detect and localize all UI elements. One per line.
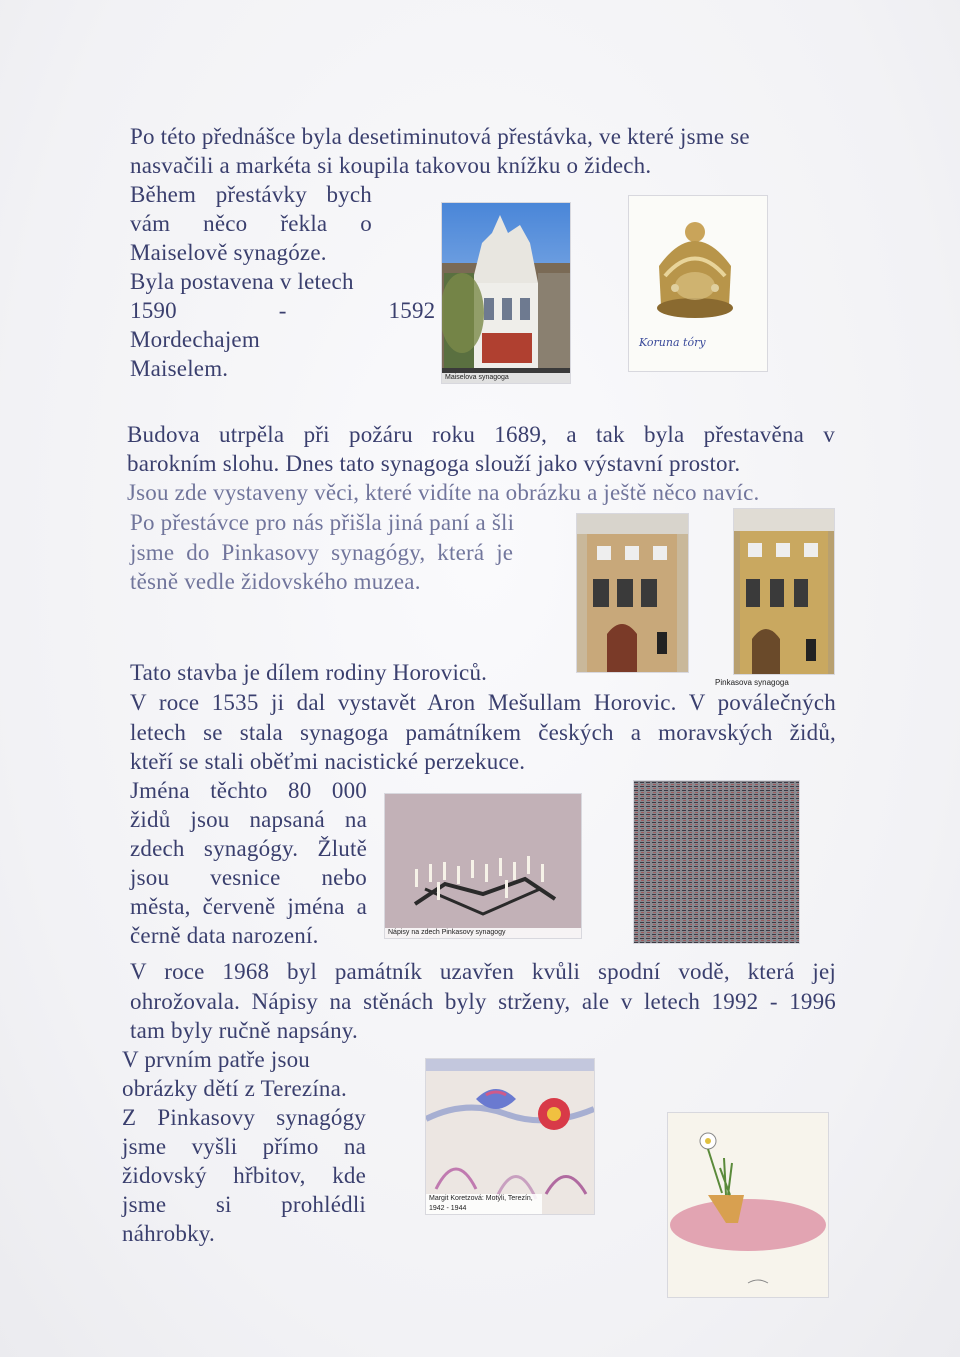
- maisel-line-4: Byla postavena v letech: [130, 269, 354, 294]
- terezin-line-1: V prvním patře jsou: [122, 1047, 310, 1072]
- fire-line-2: barokním slohu. Dnes tato synagoga slouží jako výstavní prostor.: [127, 451, 741, 476]
- names-line-5: města, červeně jména a: [130, 894, 367, 919]
- crown-handwritten-label: Koruna tóry: [639, 336, 706, 349]
- maisel-paragraph: [130, 180, 436, 383]
- terezin-line-7: náhrobky.: [122, 1221, 215, 1246]
- intro-line-2: nasvačili a markéta si koupila takovou knížku o židech.: [130, 153, 652, 178]
- names-paragraph: [130, 776, 367, 950]
- pinkas-synagogue-photo-1: [576, 513, 689, 673]
- pinkas-synagogue-caption: Pinkasova synagoga: [715, 678, 789, 687]
- names-wall-photo: [633, 780, 800, 944]
- maisel-line-1: Během přestávky bych: [130, 182, 372, 207]
- butterflies-drawing-photo: [425, 1058, 595, 1215]
- horovic-line-1: Tato stavba je dílem rodiny Horoviců.: [130, 660, 488, 685]
- fire-line-3: Jsou zde vystaveny věci, které vidíte na obrázku a ještě něco navíc.: [127, 480, 760, 505]
- candles-wall-caption: Nápisy na zdech Pinkasovy synagogy: [385, 928, 581, 938]
- pinkas-synagogue-photo-2: [733, 508, 835, 675]
- flower-pot-drawing-photo: [667, 1112, 829, 1298]
- maisel-synagogue-photo: [441, 202, 571, 384]
- closed-line-3: tam byly ručně napsány.: [130, 1018, 358, 1043]
- terezin-line-6: jsme si prohlédli: [122, 1192, 366, 1217]
- butterflies-drawing-caption: Margit Koretzová: Motýli, Terezín, 1942 - 1944: [426, 1194, 542, 1214]
- pinkas-line-2: jsme do Pinkasovy synagógy, která je: [130, 540, 514, 565]
- horovic-line-4: kteří se stali oběťmi nacistické perzekuce.: [130, 749, 526, 774]
- terezin-line-4: jsme vyšli přímo na: [122, 1134, 366, 1159]
- closed-line-2: ohrožovala. Nápisy na stěnách byly strženy, ale v letech 1992 - 1996: [130, 989, 836, 1014]
- horovic-line-3: letech se stala synagoga památníkem českých a moravských židů,: [130, 720, 836, 745]
- pinkas-line-1: Po přestávce pro nás přišla jiná paní a šli: [130, 510, 515, 535]
- maisel-line-5: 1590 - 1592: [130, 298, 436, 323]
- candles-wall-photo: [384, 793, 582, 939]
- maisel-line-2: vám něco řekla o: [130, 211, 372, 236]
- maisel-line-6: Mordechajem: [130, 327, 260, 352]
- terezin-line-5: židovský hřbitov, kde: [122, 1163, 366, 1188]
- names-line-4: jsou vesnice nebo: [130, 865, 367, 890]
- maisel-synagogue-caption: Maiselova synagoga: [442, 373, 570, 383]
- names-line-2: židů jsou napsaná na: [130, 807, 367, 832]
- names-line-1: Jména těchto 80 000: [130, 778, 367, 803]
- terezin-line-3: Z Pinkasovy synagógy: [122, 1105, 366, 1130]
- maisel-line-3: Maiselově synagóze.: [130, 240, 327, 265]
- terezin-line-2: obrázky dětí z Terezína.: [122, 1076, 347, 1101]
- names-line-6: černě data narození.: [130, 923, 319, 948]
- torah-crown-photo: [628, 195, 768, 372]
- pinkas-line-3: těsně vedle židovského muzea.: [130, 569, 421, 594]
- closed-line-1: V roce 1968 byl památník uzavřen kvůli spodní vodě, která jej: [130, 959, 836, 984]
- fire-line-1: Budova utrpěla při požáru roku 1689, a tak byla přestavěna v: [127, 422, 835, 447]
- horovic-line-2: V roce 1535 ji dal vystavět Aron Mešullam Horovic. V poválečných: [130, 690, 836, 715]
- maisel-line-7: Maiselem.: [130, 356, 229, 381]
- intro-line-1: Po této přednášce byla desetiminutová přestávka, ve které jsme se: [130, 124, 750, 149]
- names-line-3: zdech synagógy. Žlutě: [130, 836, 367, 861]
- terezin-paragraph: [122, 1045, 366, 1248]
